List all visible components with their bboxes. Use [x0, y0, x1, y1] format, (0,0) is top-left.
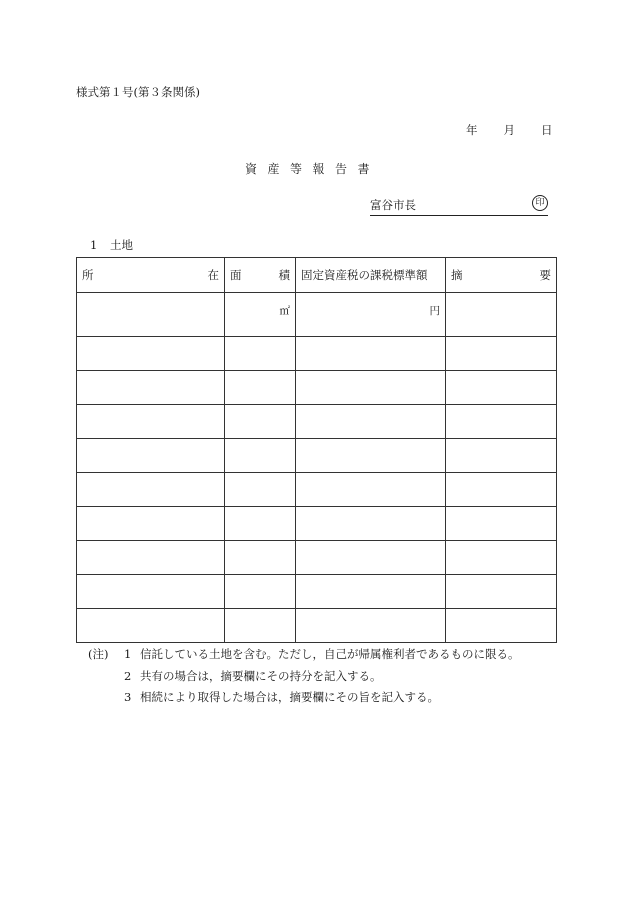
header-row [77, 258, 557, 293]
location-cell[interactable] [77, 439, 225, 473]
table-row [77, 473, 557, 507]
recipient-name: 富谷市長 [370, 198, 416, 212]
value-cell[interactable] [296, 609, 446, 643]
area-cell[interactable] [225, 609, 296, 643]
remarks-cell[interactable] [446, 473, 557, 507]
table-row [77, 541, 557, 575]
value-cell[interactable] [296, 405, 446, 439]
table-row [77, 405, 557, 439]
document-title: 資産等報告書 [245, 162, 381, 176]
remarks-cell[interactable] [446, 575, 557, 609]
table-row [77, 507, 557, 541]
area-cell[interactable] [225, 371, 296, 405]
value-cell[interactable] [296, 507, 446, 541]
value-cell[interactable] [296, 371, 446, 405]
area-cell[interactable] [225, 439, 296, 473]
area-cell[interactable] [225, 405, 296, 439]
remarks-cell[interactable] [446, 405, 557, 439]
date-year: 年 [466, 123, 478, 137]
remarks-cell[interactable] [446, 541, 557, 575]
remarks-cell[interactable] [446, 337, 557, 371]
header-area: 面 積 [225, 258, 296, 293]
note-item: 2 共有の場合は，摘要欄にその持分を記入する。 [124, 668, 382, 683]
value-cell[interactable] [296, 439, 446, 473]
area-cell[interactable] [225, 541, 296, 575]
header-remarks: 摘 要 [446, 258, 557, 293]
area-cell[interactable] [225, 507, 296, 541]
section-number: 1 [90, 238, 98, 252]
area-cell[interactable] [225, 337, 296, 371]
location-cell[interactable] [77, 507, 225, 541]
seal-mark-icon: 印 [532, 195, 548, 211]
table-row [77, 609, 557, 643]
unit-row [77, 293, 557, 337]
location-cell[interactable] [77, 541, 225, 575]
table-row [77, 371, 557, 405]
table-row [77, 439, 557, 473]
location-cell[interactable] [77, 473, 225, 507]
remarks-cell[interactable] [446, 439, 557, 473]
section-heading [90, 237, 133, 253]
area-unit[interactable]: ㎡ [225, 293, 296, 337]
value-unit[interactable]: 円 [296, 293, 446, 337]
table-row [77, 337, 557, 371]
location-cell[interactable] [77, 337, 225, 371]
table-row [77, 575, 557, 609]
header-assessed-value: 固定資産税の課税標準額 [296, 258, 446, 293]
form-number: 様式第１号(第３条関係) [76, 85, 200, 99]
area-cell[interactable] [225, 473, 296, 507]
remarks-cell[interactable] [446, 609, 557, 643]
area-cell[interactable] [225, 575, 296, 609]
value-cell[interactable] [296, 337, 446, 371]
date-line [466, 122, 553, 138]
date-day: 日 [541, 123, 553, 137]
remarks-cell[interactable] [446, 293, 557, 337]
value-cell[interactable] [296, 473, 446, 507]
notes-label: (注) [88, 647, 109, 661]
location-cell[interactable] [77, 575, 225, 609]
header-location: 所 在 [77, 258, 225, 293]
notes [88, 644, 520, 709]
remarks-cell[interactable] [446, 371, 557, 405]
remarks-cell[interactable] [446, 507, 557, 541]
value-cell[interactable] [296, 575, 446, 609]
recipient-line [370, 197, 548, 216]
date-month: 月 [503, 123, 515, 137]
note-item: 3 相続により取得した場合は，摘要欄にその旨を記入する。 [124, 690, 439, 704]
land-table [76, 257, 557, 643]
location-cell[interactable] [77, 371, 225, 405]
location-cell[interactable] [77, 405, 225, 439]
value-cell[interactable] [296, 541, 446, 575]
note-item: (注) 1 信託している土地を含む。ただし，自己が帰属権利者であるものに限る。 [88, 644, 520, 666]
location-cell[interactable] [77, 293, 225, 337]
location-cell[interactable] [77, 609, 225, 643]
section-label: 土地 [110, 238, 133, 252]
